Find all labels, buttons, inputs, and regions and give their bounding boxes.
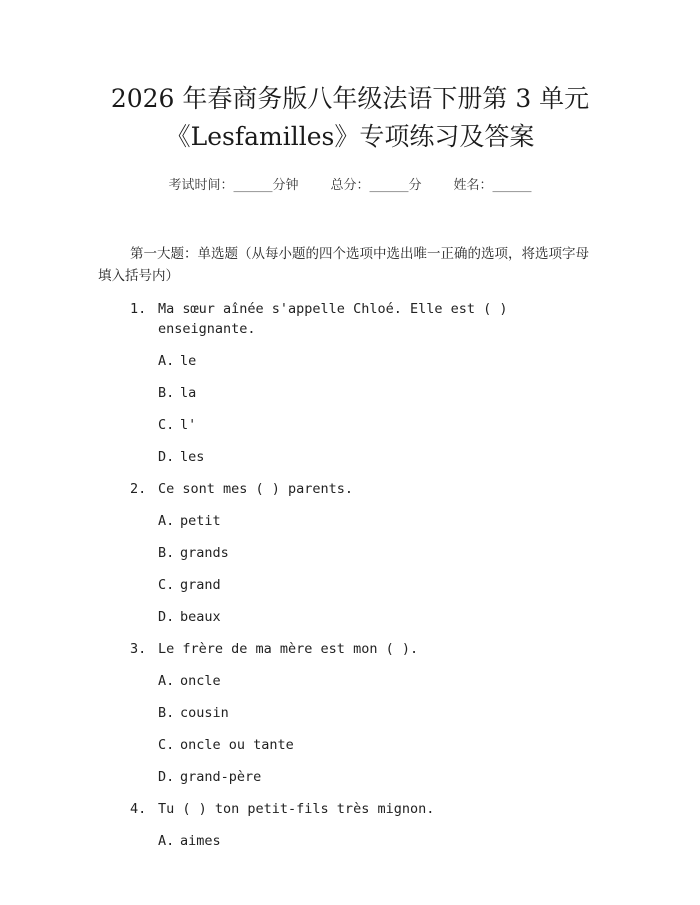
option-text: petit bbox=[180, 513, 221, 529]
option-letter: A. bbox=[158, 353, 175, 369]
option-letter: A. bbox=[158, 833, 175, 849]
exam-info bbox=[95, 174, 605, 193]
option-text: oncle ou tante bbox=[180, 737, 294, 753]
question-1-option bbox=[130, 415, 605, 435]
option-letter: D. bbox=[158, 769, 175, 785]
option-text: beaux bbox=[180, 609, 221, 625]
option-text: le bbox=[180, 353, 197, 369]
option-letter: B. bbox=[158, 545, 175, 561]
question-text: Ma sœur aînée s'appelle Chloé. Elle est ( ) enseignante. bbox=[158, 301, 508, 337]
question-number: 4. bbox=[130, 801, 147, 817]
question-3-option bbox=[130, 735, 605, 755]
question-2-option bbox=[130, 607, 605, 627]
option-letter: D. bbox=[158, 609, 175, 625]
title-line-1: 2026 年春商务版八年级法语下册第 3 单元 bbox=[110, 84, 590, 113]
title-line-2: 《Lesfamilles》专项练习及答案 bbox=[165, 122, 535, 151]
document-title bbox=[95, 80, 605, 156]
question-4-option bbox=[130, 831, 605, 851]
option-text: oncle bbox=[180, 673, 221, 689]
option-text: les bbox=[180, 449, 205, 465]
option-text: l' bbox=[180, 417, 197, 433]
question-list bbox=[130, 299, 605, 851]
section-heading-line-2: 填入括号内） bbox=[98, 268, 179, 284]
question-1 bbox=[130, 299, 605, 339]
option-letter: B. bbox=[158, 385, 175, 401]
option-text: grand bbox=[180, 577, 221, 593]
question-number: 3. bbox=[130, 641, 147, 657]
question-text: Ce sont mes ( ) parents. bbox=[158, 481, 354, 497]
option-text: grand-père bbox=[180, 769, 262, 785]
question-number: 1. bbox=[130, 301, 147, 317]
question-3-option bbox=[130, 767, 605, 787]
question-2 bbox=[130, 479, 605, 499]
option-letter: A. bbox=[158, 513, 175, 529]
option-text: aimes bbox=[180, 833, 221, 849]
option-letter: C. bbox=[158, 577, 175, 593]
question-1-option bbox=[130, 447, 605, 467]
exam-name: 姓名：______ bbox=[453, 178, 532, 193]
exam-score: 总分：______分 bbox=[330, 178, 422, 193]
question-text: Le frère de ma mère est mon ( ). bbox=[158, 641, 419, 657]
option-letter: B. bbox=[158, 705, 175, 721]
section-heading bbox=[98, 243, 610, 287]
question-3-option bbox=[130, 671, 605, 691]
option-letter: A. bbox=[158, 673, 175, 689]
exam-time: 考试时间：______分钟 bbox=[168, 178, 299, 193]
option-text: cousin bbox=[180, 705, 229, 721]
question-1-option bbox=[130, 351, 605, 371]
question-3 bbox=[130, 639, 605, 659]
question-2-option bbox=[130, 543, 605, 563]
question-1-option bbox=[130, 383, 605, 403]
question-number: 2. bbox=[130, 481, 147, 497]
question-4 bbox=[130, 799, 605, 819]
question-2-option bbox=[130, 575, 605, 595]
section-heading-line-1: 第一大题：单选题（从每小题的四个选项中选出唯一正确的选项，将选项字母 bbox=[130, 246, 589, 262]
option-letter: C. bbox=[158, 737, 175, 753]
option-text: grands bbox=[180, 545, 229, 561]
option-text: la bbox=[180, 385, 197, 401]
option-letter: D. bbox=[158, 449, 175, 465]
question-2-option bbox=[130, 511, 605, 531]
option-letter: C. bbox=[158, 417, 175, 433]
question-3-option bbox=[130, 703, 605, 723]
question-text: Tu ( ) ton petit-fils très mignon. bbox=[158, 801, 435, 817]
